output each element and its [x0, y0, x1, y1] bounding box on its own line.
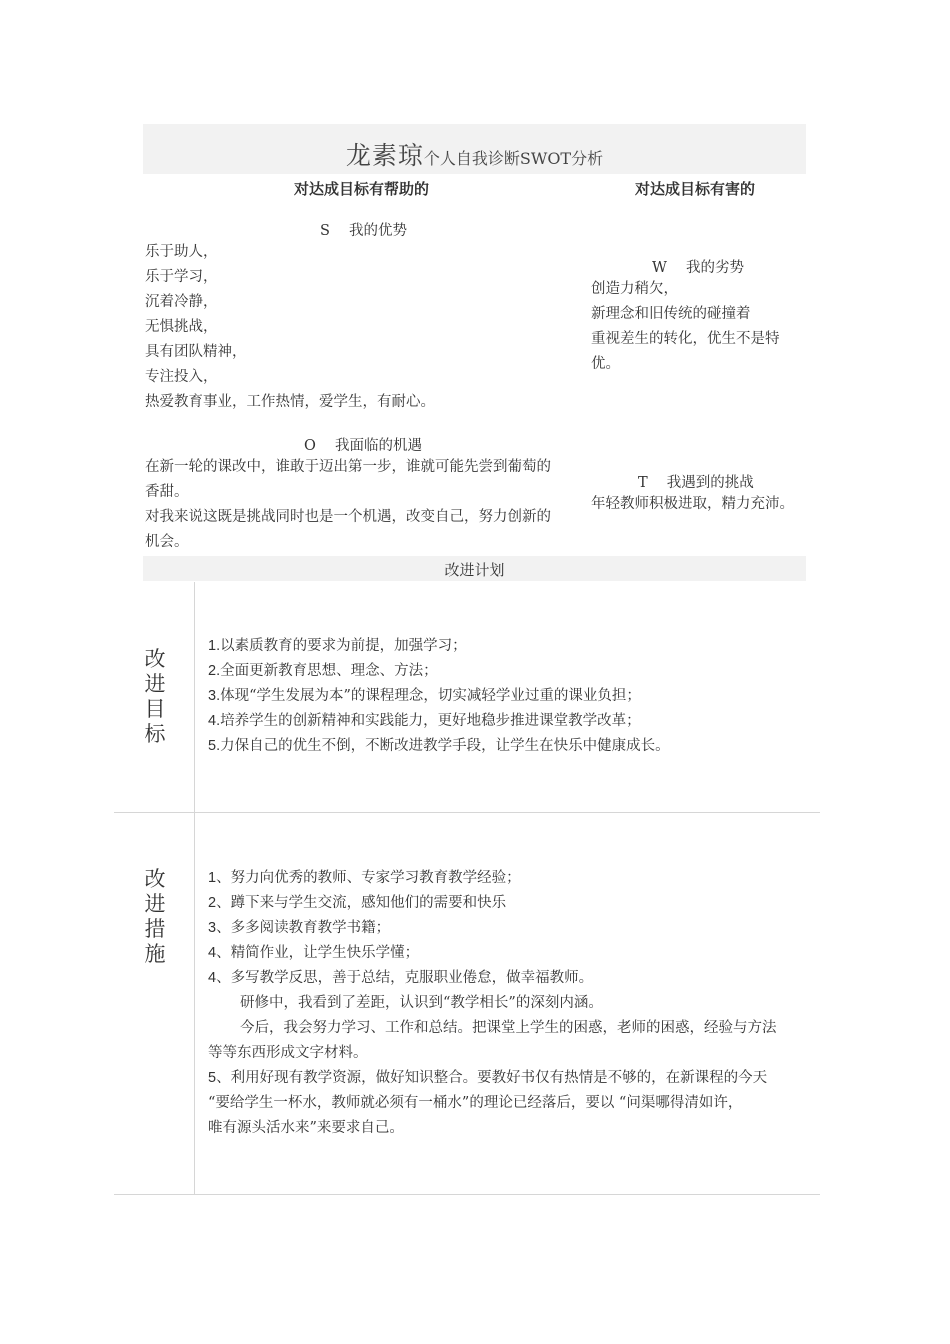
- strengths-heading: S 我的优势: [320, 223, 408, 239]
- goals-list: [208, 634, 670, 759]
- plan-title: 改进计划: [444, 561, 505, 579]
- measure-item: 4、精简作业，让学生快乐学懂；: [208, 945, 420, 961]
- goal-item: 4.培养学生的创新精神和实践能力，更好地稳步推进课堂教学改革；: [208, 713, 641, 729]
- measures-list: [208, 866, 777, 1141]
- weaknesses-heading: W 我的劣势: [652, 260, 745, 276]
- measure-paragraph: 等等东西形成文字材料。: [208, 1045, 368, 1061]
- measure-item-cont: “要给学生一杯水，教师就必须有一桶水”的理论已经落后，要以 “问渠哪得清如许，: [208, 1095, 743, 1111]
- plan-divider-vertical: [194, 582, 195, 1194]
- page-title: [143, 136, 806, 172]
- plan-divider-bottom: [114, 1194, 820, 1195]
- strength-item: 具有团队精神，: [145, 344, 247, 360]
- opportunity-line: 香甜。: [145, 484, 189, 500]
- threats-heading: T 我遇到的挑战: [638, 475, 754, 491]
- title-rest: 个人自我诊断SWOT分析: [423, 149, 604, 168]
- opportunity-line: 对我来说这既是挑战同时也是一个机遇，改变自己，努力创新的: [145, 509, 551, 525]
- goal-item: 1.以素质教育的要求为前提，加强学习；: [208, 638, 467, 654]
- strength-item: 乐于学习，: [145, 269, 218, 285]
- measure-item: 2、蹲下来与学生交流，感知他们的需要和快乐: [208, 895, 507, 911]
- weakness-line: 创造力稍欠，: [591, 281, 678, 297]
- strength-item: 沉着冷静，: [145, 294, 218, 310]
- measure-paragraph: 今后，我会努力学习、工作和总结。把课堂上学生的困惑，老师的困惑，经验与方法: [240, 1020, 777, 1036]
- measure-paragraph: 研修中，我看到了差距，认识到“教学相长”的深刻内涵。: [240, 995, 603, 1011]
- weaknesses-list: [591, 277, 780, 377]
- weakness-line: 新理念和旧传统的碰撞着: [591, 306, 751, 322]
- measure-item: 1、努力向优秀的教师、专家学习教育教学经验；: [208, 870, 521, 886]
- opportunities-list: [145, 455, 551, 555]
- goal-item: 3.体现“学生发展为本”的课程理念，切实减轻学业过重的课业负担；: [208, 688, 641, 704]
- opportunity-line: 机会。: [145, 534, 189, 550]
- opportunity-line: 在新一轮的课改中，谁敢于迈出第一步，谁就可能先尝到葡萄的: [145, 459, 551, 475]
- strength-item: 热爱教育事业，工作热情，爱学生，有耐心。: [145, 394, 435, 410]
- threat-line: 年轻教师积极进取，精力充沛。: [591, 496, 794, 512]
- threats-list: [591, 492, 794, 517]
- measures-label: 改 进 措 施: [144, 867, 166, 966]
- opportunities-heading: O 我面临的机遇: [304, 438, 422, 454]
- goals-label: 改 进 目 标: [144, 647, 166, 746]
- strength-item: 无惧挑战，: [145, 319, 218, 335]
- title-name: 龙素琼: [345, 141, 424, 170]
- helpful-header: 对达成目标有帮助的: [294, 181, 430, 198]
- goal-item: 5.力保自己的优生不倒，不断改进教学手段，让学生在快乐中健康成长。: [208, 738, 670, 754]
- weakness-line: 优。: [591, 356, 620, 372]
- measure-item: 3、多多阅读教育教学书籍；: [208, 920, 391, 936]
- strengths-list: [145, 240, 435, 415]
- measure-item: 5、利用好现有教学资源，做好知识整合。要教好书仅有热情是不够的，在新课程的今天: [208, 1070, 768, 1086]
- strength-item: 专注投入，: [145, 369, 218, 385]
- weakness-line: 重视差生的转化，优生不是特: [591, 331, 780, 347]
- strength-item: 乐于助人，: [145, 244, 218, 260]
- plan-divider-middle: [114, 812, 820, 813]
- harmful-header: 对达成目标有害的: [635, 181, 756, 198]
- goal-item: 2.全面更新教育思想、理念、方法；: [208, 663, 438, 679]
- measure-item: 4、多写教学反思，善于总结，克服职业倦怠，做幸福教师。: [208, 970, 594, 986]
- measure-item-cont: 唯有源头活水来”来要求自己。: [208, 1120, 404, 1136]
